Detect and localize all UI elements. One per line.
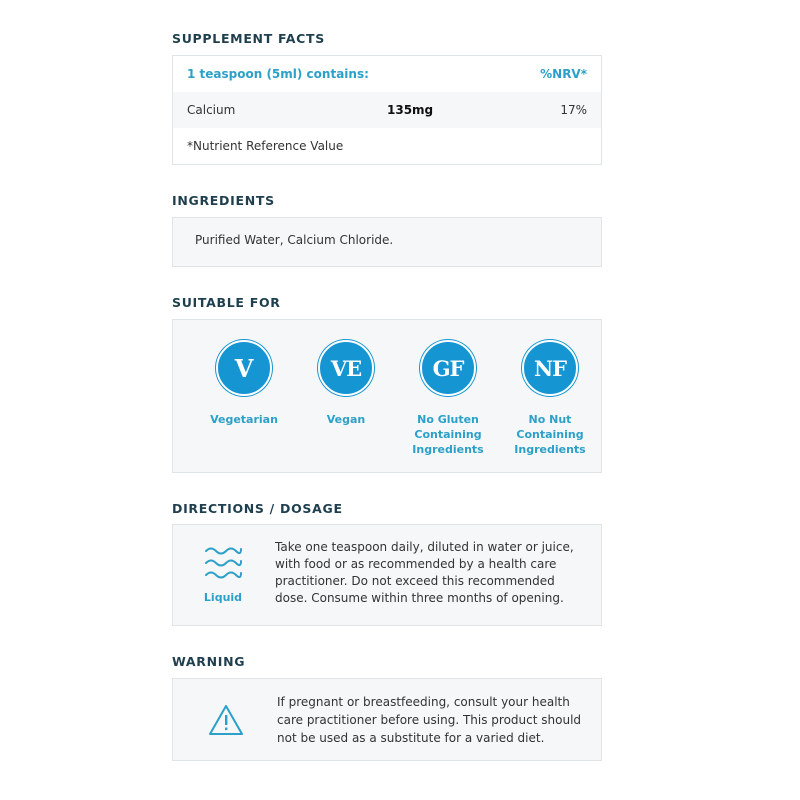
nutrient-nrv: 17% — [560, 103, 587, 117]
ingredients-heading: INGREDIENTS — [172, 193, 275, 208]
suitable-for-panel — [172, 319, 602, 473]
suitable-for-heading: SUITABLE FOR — [172, 295, 281, 310]
badge-label: No Nut Containing Ingredients — [514, 413, 586, 456]
badge-nut-free — [499, 340, 601, 457]
directions-text: Take one teaspoon daily, diluted in water or juice, with food or as recommended by a health care practitioner. Do not exceed this recommended dose. Consume within three months of opening. — [275, 540, 574, 605]
badge-vegan — [295, 340, 397, 457]
gluten-free-icon: GF — [420, 340, 476, 396]
badge-gluten-free — [397, 340, 499, 457]
badge-vegetarian — [193, 340, 295, 457]
warning-text: If pregnant or breastfeeding, consult your health care practitioner before using. This product should not be used as a substitute for a varied diet. — [277, 695, 582, 745]
nrv-footnote: *Nutrient Reference Value — [187, 139, 344, 153]
vegan-icon: VE — [318, 340, 374, 396]
badge-label: Vegetarian — [210, 413, 278, 426]
badge-label: No Gluten Containing Ingredients — [412, 413, 484, 456]
nutrient-name: Calcium — [187, 103, 236, 117]
directions-panel — [172, 524, 602, 626]
warning-heading: WARNING — [172, 654, 246, 669]
warning-triangle-icon — [207, 703, 245, 741]
vegetarian-icon: V — [216, 340, 272, 396]
nutrient-row — [173, 92, 601, 128]
nutrient-amount: 135mg — [387, 103, 434, 117]
badge-label: Vegan — [326, 413, 366, 426]
liquid-waves-icon — [203, 543, 243, 583]
ingredients-text: Purified Water, Calcium Chloride. — [195, 233, 394, 247]
liquid-label: Liquid — [203, 591, 243, 604]
supplement-facts-table — [172, 55, 602, 165]
directions-heading: DIRECTIONS / DOSAGE — [172, 501, 343, 516]
nut-free-icon: NF — [522, 340, 578, 396]
ingredients-panel — [172, 217, 602, 267]
warning-panel — [172, 678, 602, 761]
facts-header-row — [173, 56, 601, 92]
nrv-header: %NRV* — [540, 67, 587, 81]
footnote-row — [173, 128, 601, 164]
supplement-facts-heading: SUPPLEMENT FACTS — [172, 31, 325, 46]
serving-label: 1 teaspoon (5ml) contains: — [187, 67, 369, 81]
liquid-badge — [203, 543, 243, 604]
